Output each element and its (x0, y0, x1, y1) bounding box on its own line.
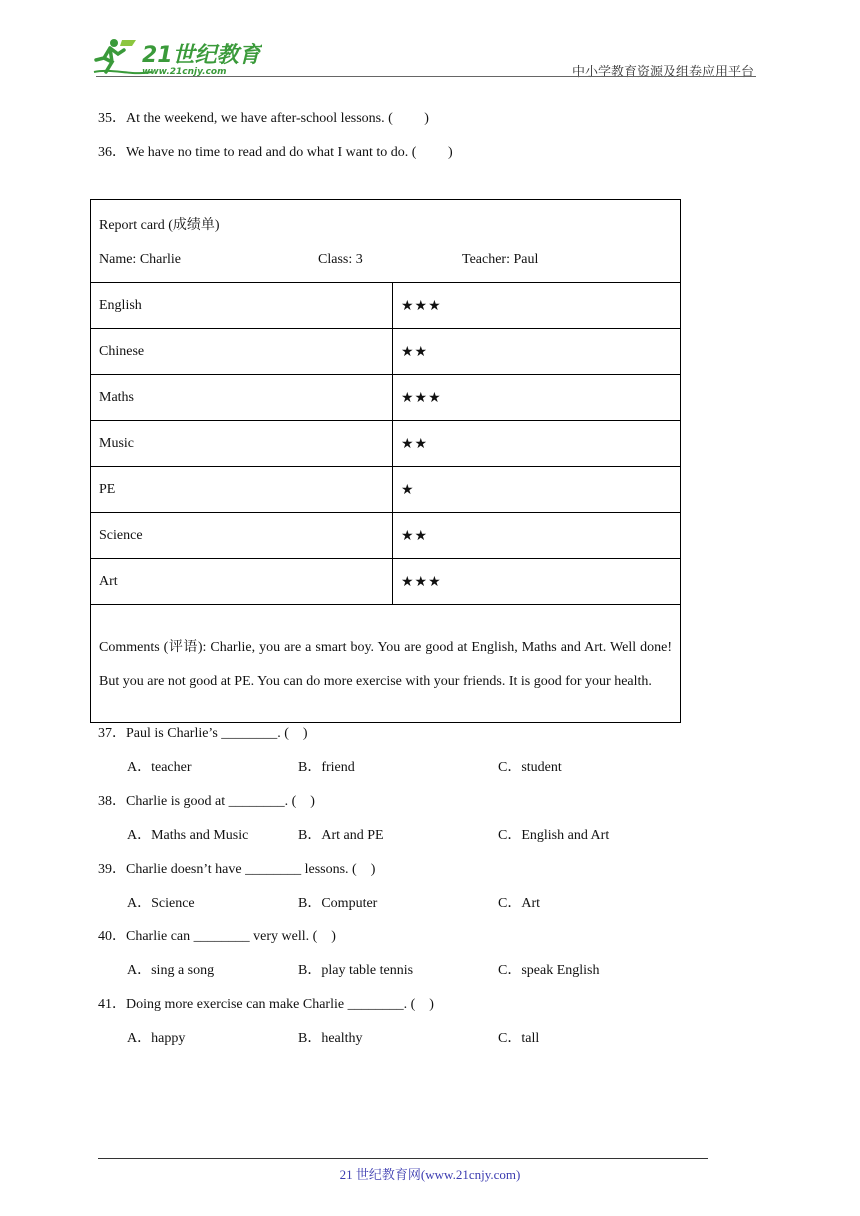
subject-cell: English (91, 283, 393, 329)
question-number: 36． (98, 145, 126, 160)
question-number: 35． (98, 111, 126, 126)
subject-cell: Science (91, 513, 393, 559)
question-text: Charlie can ________ very well. ( ) (126, 929, 336, 944)
option-b[interactable]: B．friend (298, 760, 355, 775)
question-35 (98, 107, 429, 127)
option-b[interactable]: B．Computer (298, 896, 378, 911)
question-stem (98, 925, 336, 945)
question-number: 38． (98, 794, 126, 809)
stars-cell: ★★ (393, 329, 681, 375)
option-c[interactable]: C．tall (498, 1031, 540, 1046)
question-stem (98, 790, 315, 810)
teacher-comments: Comments (评语): Charlie, you are a smart boy. You are good at English, Maths and Art. Well done! But you are not good at PE. You can do more exercise with your friends. It is good for your health. (91, 605, 681, 723)
table-row (91, 283, 681, 329)
question-text: Paul is Charlie’s ________. ( ) (126, 726, 308, 741)
table-row (91, 329, 681, 375)
question-text: Doing more exercise can make Charlie ________. ( ) (126, 997, 434, 1012)
report-title: Report card (成绩单) (99, 218, 220, 233)
report-header-cell (91, 200, 681, 283)
table-row (91, 375, 681, 421)
question-36 (98, 141, 453, 161)
question-text: At the weekend, we have after-school lessons. ( ) (126, 111, 429, 126)
question-text: Charlie doesn’t have ________ lessons. ( ) (126, 862, 376, 877)
option-b[interactable]: B．play table tennis (298, 963, 414, 978)
report-card-table (90, 199, 681, 723)
subject-cell: Chinese (91, 329, 393, 375)
stars-cell: ★★★ (393, 375, 681, 421)
option-a[interactable]: A．Science (127, 896, 195, 911)
question-number: 39． (98, 862, 126, 877)
subject-cell: Music (91, 421, 393, 467)
logo-text: 21世纪教育 (142, 43, 261, 68)
logo-url: www.21cnjy.com (142, 67, 227, 77)
stars-cell: ★★★ (393, 559, 681, 605)
option-a[interactable]: A．Maths and Music (127, 828, 249, 843)
site-logo (92, 36, 262, 78)
subject-cell: Maths (91, 375, 393, 421)
student-class: Class: 3 (318, 252, 363, 267)
stars-cell: ★★ (393, 421, 681, 467)
footer-link[interactable]: 21 世纪教育网(www.21cnjy.com) (339, 1167, 521, 1182)
question-text: We have no time to read and do what I want to do. ( ) (126, 145, 453, 160)
table-row (91, 421, 681, 467)
header-divider (96, 76, 756, 77)
stars-cell: ★ (393, 467, 681, 513)
option-c[interactable]: C．student (498, 760, 562, 775)
question-stem (98, 858, 375, 878)
option-a[interactable]: A．teacher (127, 760, 192, 775)
option-b[interactable]: B．healthy (298, 1031, 363, 1046)
runner-logo-icon (92, 36, 262, 78)
footer-divider (98, 1158, 708, 1159)
question-text: Charlie is good at ________. ( ) (126, 794, 315, 809)
student-name: Name: Charlie (99, 252, 182, 267)
header-platform-title: 中小学教育资源及组卷应用平台 (571, 64, 754, 79)
report-info-line (99, 243, 672, 277)
subject-cell: PE (91, 467, 393, 513)
stars-cell: ★★★ (393, 283, 681, 329)
teacher-name: Teacher: Paul (462, 252, 539, 267)
table-row (91, 513, 681, 559)
subject-cell: Art (91, 559, 393, 605)
option-a[interactable]: A．happy (127, 1031, 186, 1046)
table-row (91, 559, 681, 605)
question-stem (98, 722, 308, 742)
question-number: 37． (98, 726, 126, 741)
option-c[interactable]: C．English and Art (498, 828, 610, 843)
stars-cell: ★★ (393, 513, 681, 559)
option-a[interactable]: A．sing a song (127, 963, 215, 978)
option-b[interactable]: B．Art and PE (298, 828, 384, 843)
option-c[interactable]: C．speak English (498, 963, 600, 978)
question-number: 41． (98, 997, 126, 1012)
table-row (91, 467, 681, 513)
question-stem (98, 993, 434, 1013)
option-c[interactable]: C．Art (498, 896, 540, 911)
question-number: 40． (98, 929, 126, 944)
